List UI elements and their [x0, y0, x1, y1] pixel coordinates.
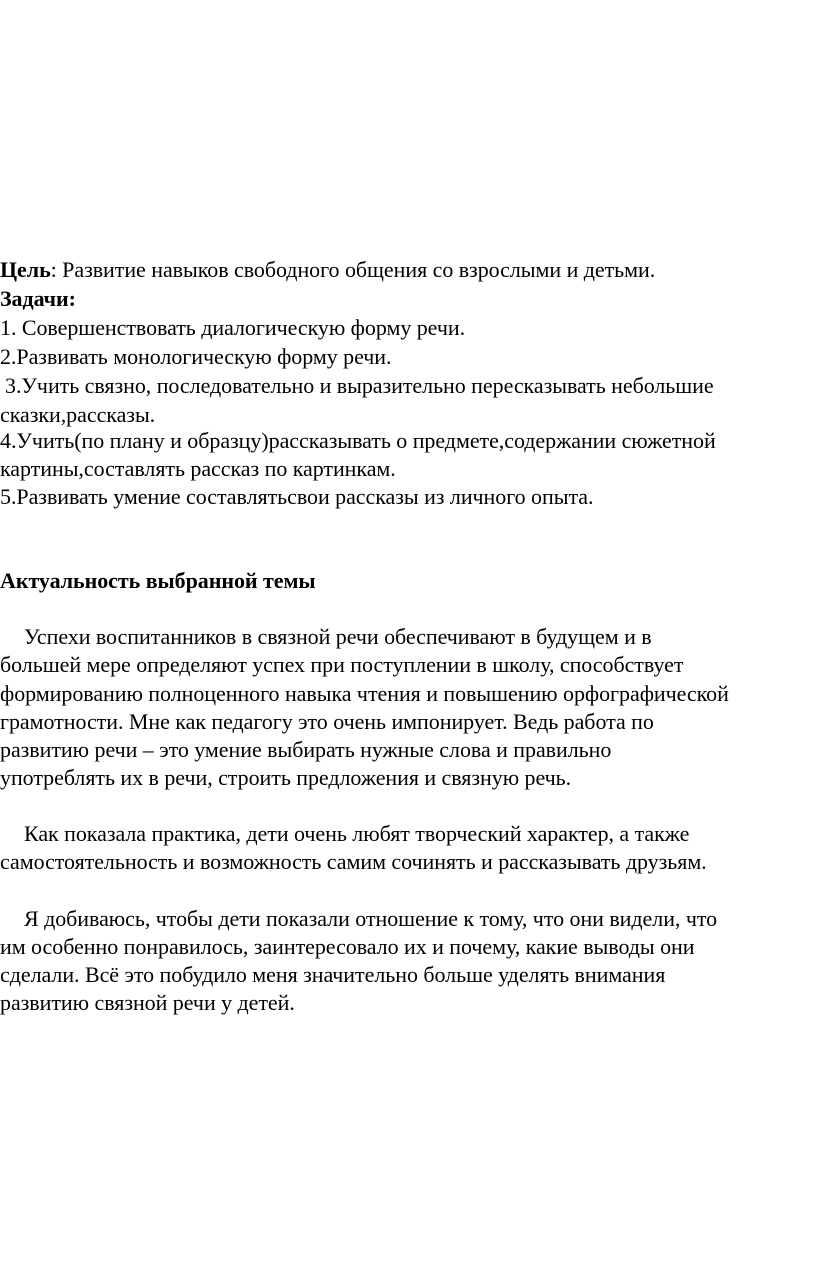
goal-line — [0, 256, 816, 283]
goal-text: : Развитие навыков свободного общения со взрослыми и детьми. — [50, 257, 656, 282]
relevance-heading: Актуальность выбранной темы — [0, 568, 316, 593]
task-line: 5.Развивать умение составлятьсвои рассказы из личного опыта. — [0, 484, 594, 509]
paragraph-line: употреблять их в речи, строить предложения и связную речь. — [0, 765, 572, 790]
tasks-heading: Задачи: — [0, 286, 76, 311]
paragraph-line: Успехи воспитанников в связной речи обеспечивают в будущем и в — [24, 624, 652, 649]
paragraph-line: развитию речи – это умение выбирать нужные слова и правильно — [0, 737, 612, 762]
paragraph-line: им особенно понравилось, заинтересовало их и почему, какие выводы они — [0, 934, 695, 959]
task-line: картины,составлять рассказ по картинкам. — [0, 456, 396, 481]
paragraph-line: самостоятельность и возможность самим сочинять и рассказывать друзьям. — [0, 849, 707, 874]
paragraph-line: большей мере определяют успех при поступлении в школу, способствует — [0, 652, 684, 677]
task-line: 2.Развивать монологическую форму речи. — [0, 344, 392, 369]
paragraph-line: сделали. Всё это побудило меня значительно больше уделять внимания — [0, 962, 666, 987]
task-line: 3.Учить связно, последовательно и выразительно пересказывать небольшие — [5, 373, 714, 398]
goal-label: Цель — [0, 257, 51, 282]
paragraph-line: Я добиваюсь, чтобы дети показали отношение к тому, что они видели, что — [24, 906, 718, 931]
task-line: 4.Учить(по плану и образцу)рассказывать о предмете,содержании сюжетной — [0, 428, 716, 453]
paragraph-line: Как показала практика, дети очень любят творческий характер, а также — [24, 821, 690, 846]
paragraph-line: грамотности. Мне как педагогу это очень импонирует. Ведь работа по — [0, 709, 654, 734]
paragraph-line: развитию связной речи у детей. — [0, 990, 295, 1015]
task-line: 1. Совершенствовать диалогическую форму речи. — [0, 315, 466, 340]
paragraph-line: формированию полноценного навыка чтения и повышению орфографической — [0, 681, 729, 706]
task-line: сказки,рассказы. — [0, 402, 156, 427]
